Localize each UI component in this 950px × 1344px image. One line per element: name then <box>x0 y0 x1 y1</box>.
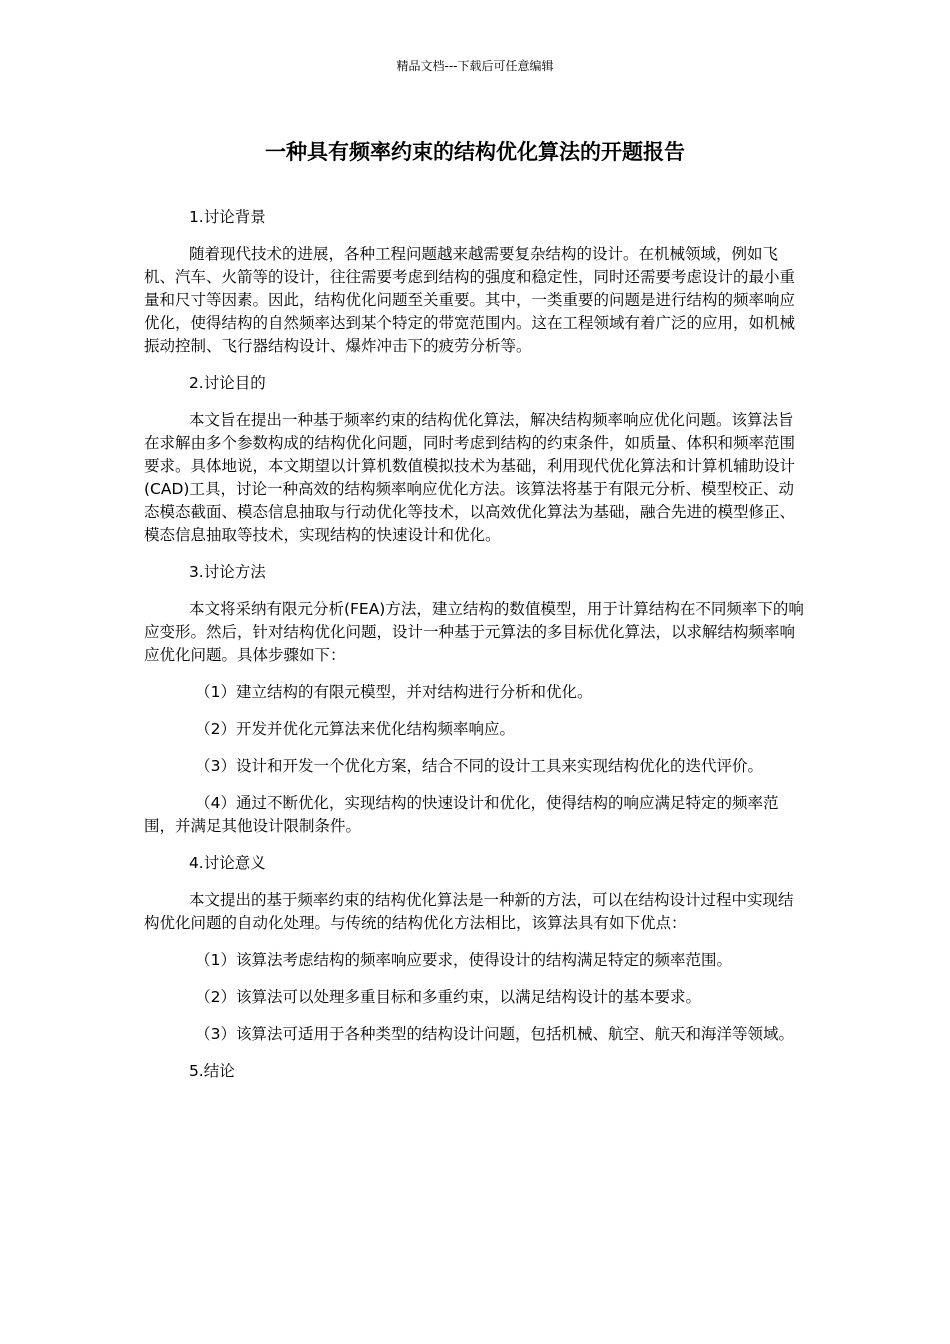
method-step-1: （1）建立结构的有限元模型，并对结构进行分析和优化。 <box>195 683 593 701</box>
significance-point-1: （1）该算法考虑结构的频率响应要求，使得设计的结构满足特定的频率范围。 <box>195 951 733 969</box>
method-step-4: （4）通过不断优化，实现结构的快速设计和优化，使得结构的响应满足特定的频率范围，并满足其他设计限制条件。 <box>144 794 779 835</box>
paragraph-background: 随着现代技术的进展，各种工程问题越来越需要复杂结构的设计。在机械领域，例如飞机、汽车、火箭等的设计，往往需要考虑到结构的强度和稳定性，同时还需要考虑设计的最小重量和尺寸等因素。因此，结构优化问题至关重要。其中，一类重要的问题是进行结构的频率响应优化，使得结构的自然频率达到某个特定的带宽范围内。这在工程领域有着广泛的应用，如机械振动控制、飞行器结构设计、爆炸冲击下的疲劳分析等。 <box>144 245 796 355</box>
header-note: 精品文档---下载后可任意编辑 <box>396 59 554 73</box>
document-body <box>144 206 806 1097</box>
section-heading-purpose: 2.讨论目的 <box>188 374 266 392</box>
significance-point-3: （3）该算法可适用于各种类型的结构设计问题，包括机械、航空、航天和海洋等领域。 <box>195 1025 795 1043</box>
document-title: 一种具有频率约束的结构优化算法的开题报告 <box>265 140 685 164</box>
section-heading-significance: 4.讨论意义 <box>188 854 266 872</box>
significance-point-2: （2）该算法可以处理多重目标和多重约束，以满足结构设计的基本要求。 <box>195 988 702 1006</box>
paragraph-significance: 本文提出的基于频率约束的结构优化算法是一种新的方法，可以在结构设计过程中实现结构优化问题的自动化处理。与传统的结构优化方法相比，该算法具有如下优点： <box>144 891 794 932</box>
section-heading-background: 1.讨论背景 <box>188 208 266 226</box>
section-heading-method: 3.讨论方法 <box>188 563 266 581</box>
method-step-2: （2）开发并优化元算法来优化结构频率响应。 <box>195 720 516 738</box>
section-heading-conclusion: 5.结论 <box>188 1062 235 1080</box>
method-step-3: （3）设计和开发一个优化方案，结合不同的设计工具来实现结构优化的迭代评价。 <box>195 757 764 775</box>
paragraph-purpose: 本文旨在提出一种基于频率约束的结构优化算法，解决结构频率响应优化问题。该算法旨在求解由多个参数构成的结构优化问题，同时考虑到结构的约束条件，如质量、体积和频率范围要求。具体地说，本文期望以计算机数值模拟技术为基础，利用现代优化算法和计算机辅助设计(CAD)工具，讨论一种高效的结构频率响应优化方法。该算法将基于有限元分析、模型校正、动态模态截面、模态信息抽取与行动优化等技术，以高效优化算法为基础，融合先进的模型修正、模态信息抽取等技术，实现结构的快速设计和优化。 <box>144 411 796 544</box>
paragraph-method: 本文将采纳有限元分析(FEA)方法，建立结构的数值模型，用于计算结构在不同频率下的响应变形。然后，针对结构优化问题，设计一种基于元算法的多目标优化算法，以求解结构频率响应优化问题。具体步骤如下： <box>144 600 804 664</box>
